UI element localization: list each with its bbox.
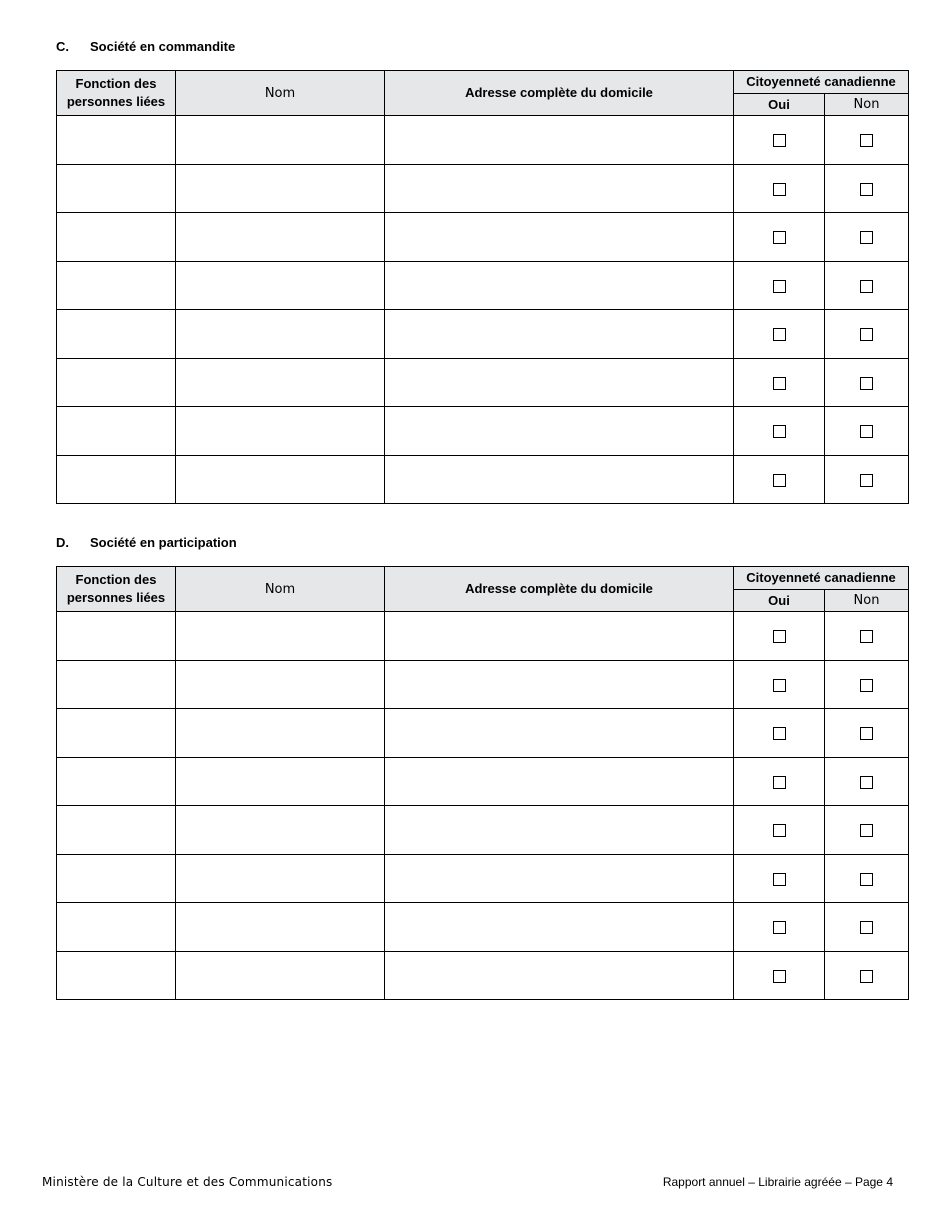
oui-checkbox[interactable] [773,328,786,341]
fonction-field[interactable] [57,310,176,359]
adresse-field[interactable] [385,903,734,952]
table-row [57,164,909,213]
oui-cell [734,757,825,806]
oui-cell [734,213,825,262]
oui-checkbox[interactable] [773,776,786,789]
non-checkbox[interactable] [860,776,873,789]
table-row [57,213,909,262]
header-adresse: Adresse complète du domicile [385,567,734,612]
fonction-field[interactable] [57,709,176,758]
table-row [57,261,909,310]
fonction-field[interactable] [57,455,176,504]
oui-cell [734,310,825,359]
adresse-field[interactable] [385,455,734,504]
adresse-field[interactable] [385,407,734,456]
oui-checkbox[interactable] [773,824,786,837]
oui-cell [734,164,825,213]
non-cell [825,213,909,262]
section-letter: C. [56,39,69,54]
oui-checkbox[interactable] [773,377,786,390]
table-row [57,951,909,1000]
oui-checkbox[interactable] [773,134,786,147]
nom-field[interactable] [176,164,385,213]
non-cell [825,660,909,709]
header-non: Non [825,94,909,116]
header-non: Non [825,590,909,612]
section-title-text: Société en participation [90,535,237,550]
oui-checkbox[interactable] [773,679,786,692]
non-cell [825,407,909,456]
adresse-field[interactable] [385,261,734,310]
adresse-field[interactable] [385,213,734,262]
table-row [57,806,909,855]
nom-field[interactable] [176,903,385,952]
oui-checkbox[interactable] [773,970,786,983]
header-fonction: Fonction des personnes liées [57,71,176,116]
oui-cell [734,709,825,758]
section-title-text: Société en commandite [90,39,236,54]
non-cell [825,806,909,855]
table-row [57,116,909,165]
header-citoyennete: Citoyenneté canadienne [734,71,909,94]
table-row [57,854,909,903]
oui-checkbox[interactable] [773,474,786,487]
nom-field[interactable] [176,407,385,456]
header-nom: Nom [176,71,385,116]
header-adresse: Adresse complète du domicile [385,71,734,116]
nom-field[interactable] [176,709,385,758]
non-checkbox[interactable] [860,231,873,244]
fonction-field[interactable] [57,261,176,310]
footer-page-info: Rapport annuel – Librairie agréée – Page 4 [662,1175,893,1189]
nom-field[interactable] [176,951,385,1000]
oui-checkbox[interactable] [773,425,786,438]
non-cell [825,612,909,661]
oui-cell [734,660,825,709]
table-row [57,903,909,952]
fonction-field[interactable] [57,407,176,456]
nom-field[interactable] [176,358,385,407]
non-checkbox[interactable] [860,727,873,740]
non-checkbox[interactable] [860,425,873,438]
non-cell [825,261,909,310]
non-checkbox[interactable] [860,679,873,692]
non-checkbox[interactable] [860,328,873,341]
nom-field[interactable] [176,806,385,855]
oui-cell [734,261,825,310]
adresse-field[interactable] [385,164,734,213]
header-oui: Oui [734,94,825,116]
fonction-field[interactable] [57,358,176,407]
oui-cell [734,407,825,456]
adresse-field[interactable] [385,612,734,661]
non-cell [825,709,909,758]
adresse-field[interactable] [385,951,734,1000]
non-checkbox[interactable] [860,824,873,837]
nom-field[interactable] [176,116,385,165]
table-row [57,757,909,806]
adresse-field[interactable] [385,660,734,709]
oui-checkbox[interactable] [773,280,786,293]
non-cell [825,358,909,407]
nom-field[interactable] [176,261,385,310]
nom-field[interactable] [176,757,385,806]
nom-field[interactable] [176,310,385,359]
table-row [57,455,909,504]
non-checkbox[interactable] [860,183,873,196]
table-section-c [56,70,909,504]
nom-field[interactable] [176,455,385,504]
oui-cell [734,951,825,1000]
oui-checkbox[interactable] [773,873,786,886]
rows-section-d [57,612,909,1000]
non-checkbox[interactable] [860,280,873,293]
fonction-field[interactable] [57,164,176,213]
footer-ministry: Ministère de la Culture et des Communications [42,1175,333,1189]
non-cell [825,164,909,213]
adresse-field[interactable] [385,116,734,165]
rows-section-c [57,116,909,504]
fonction-field[interactable] [57,757,176,806]
non-cell [825,455,909,504]
header-citoyennete: Citoyenneté canadienne [734,567,909,590]
adresse-field[interactable] [385,310,734,359]
section-letter: D. [56,535,69,550]
fonction-field[interactable] [57,660,176,709]
table-row [57,358,909,407]
nom-field[interactable] [176,213,385,262]
non-checkbox[interactable] [860,630,873,643]
oui-cell [734,455,825,504]
oui-checkbox[interactable] [773,183,786,196]
fonction-field[interactable] [57,903,176,952]
table-row [57,310,909,359]
non-checkbox[interactable] [860,377,873,390]
fonction-field[interactable] [57,213,176,262]
adresse-field[interactable] [385,854,734,903]
non-cell [825,903,909,952]
fonction-field[interactable] [57,612,176,661]
non-cell [825,757,909,806]
oui-checkbox[interactable] [773,727,786,740]
non-cell [825,116,909,165]
oui-checkbox[interactable] [773,921,786,934]
non-cell [825,310,909,359]
nom-field[interactable] [176,660,385,709]
nom-field[interactable] [176,612,385,661]
oui-cell [734,358,825,407]
non-checkbox[interactable] [860,873,873,886]
table-row [57,407,909,456]
fonction-field[interactable] [57,116,176,165]
oui-cell [734,612,825,661]
nom-field[interactable] [176,854,385,903]
section-d-title [56,535,237,550]
non-checkbox[interactable] [860,134,873,147]
non-checkbox[interactable] [860,970,873,983]
non-checkbox[interactable] [860,921,873,934]
adresse-field[interactable] [385,709,734,758]
table-row [57,660,909,709]
header-nom: Nom [176,567,385,612]
table-section-d [56,566,909,1000]
adresse-field[interactable] [385,358,734,407]
oui-checkbox[interactable] [773,231,786,244]
fonction-field[interactable] [57,854,176,903]
table-row [57,709,909,758]
non-checkbox[interactable] [860,474,873,487]
fonction-field[interactable] [57,806,176,855]
non-cell [825,951,909,1000]
non-cell [825,854,909,903]
adresse-field[interactable] [385,757,734,806]
header-fonction: Fonction des personnes liées [57,567,176,612]
section-c-title [56,39,235,54]
adresse-field[interactable] [385,806,734,855]
oui-checkbox[interactable] [773,630,786,643]
header-oui: Oui [734,590,825,612]
fonction-field[interactable] [57,951,176,1000]
oui-cell [734,854,825,903]
oui-cell [734,116,825,165]
oui-cell [734,806,825,855]
table-row [57,612,909,661]
oui-cell [734,903,825,952]
